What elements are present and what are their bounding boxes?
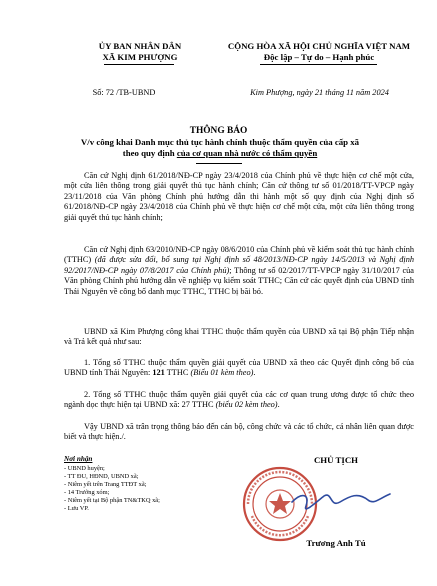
doc-subject <box>40 137 400 159</box>
item1-text: 1. Tổng số TTHC thuộc thẩm quyền giải quyết của UBND xã theo các Quyết định công bố của UBND tỉnh Thái Nguyên: <box>64 358 414 378</box>
recipient-3: - Niêm yết trên Trang TTĐT xã; <box>64 480 147 488</box>
agency-line-2: XÃ KIM PHƯỢNG <box>102 52 178 62</box>
paragraph-legal-basis-1: Căn cứ Nghị định 61/2018/NĐ-CP ngày 23/4/2018 của Chính phủ về thực hiện cơ chế một cửa, một cửa liên thông trong giải quyết thủ tục hành chính; Căn cứ thông tư số 01/2018/TT-VPCP ngày 23/11/2018 của Văn phòng Chính phủ hướng dẫn thi hành một số quy định của Nghị định số 61/2018/NĐ-CP ngày 23/4/2018 của Chính phủ về thực hiện cơ chế một cửa, một cửa liên thông trong giải quyết thủ tục hành chính; <box>64 171 414 222</box>
signer-name: Trương Anh Tú <box>306 538 366 548</box>
paragraph-legal-basis-2 <box>64 245 414 297</box>
paragraph-closing: Vậy UBND xã trân trọng thông báo đến cán bộ, công chức và các tổ chức, cá nhân liên quan được biết và thực hiện./. <box>64 422 414 442</box>
doc-subject-prefix: theo quy định <box>122 148 177 158</box>
item1-count: 121 <box>152 368 165 378</box>
national-motto: Độc lập – Tự do – Hạnh phúc <box>263 52 375 62</box>
national-title: CỘNG HÒA XÃ HỘI CHỦ NGHĨA VIỆT NAM <box>227 41 411 51</box>
item1-annex: (Biểu 01 kèm theo) <box>190 368 254 378</box>
para2-text-c: ; Thông tư số 02/2017/TT-VPCP ngày 31/10/2017 của Văn phòng Chính phủ hướng dẫn về nghiệp vụ kiểm soát TTHC; Căn cứ các quyết định của UBND tỉnh Thái Nguyên về công bố danh mục TTHC, TTHC bị bãi bỏ. <box>64 265 414 296</box>
item2-end: . <box>277 400 280 410</box>
motto-underline <box>260 64 377 65</box>
agency-line-1: ỦY BAN NHÂN DÂN <box>98 41 182 51</box>
para2-text-amendments: (đã được sửa đổi, bổ sung tại Nghị định số 48/2013/NĐ-CP ngày 14/5/2013 và Nghị định 92/2017/NĐ-CP ngày 07/8/2017 của Chính phủ) <box>64 255 415 275</box>
item1-unit: TTHC <box>164 368 191 378</box>
recipients-block <box>64 455 214 513</box>
para2-text-a: Căn cứ Nghị định 63/2010/NĐ-CP ngày 08/6/2010 của Chính phủ về kiểm soát thủ tục hành chính (TTHC) <box>64 245 414 265</box>
title-underline <box>196 163 242 164</box>
doc-number: Số: 72 /TB-UBND <box>92 88 156 97</box>
place-date: Kim Phượng, ngày 21 tháng 11 năm 2024 <box>250 88 389 97</box>
list-item-1 <box>64 358 414 379</box>
recipient-2: - TT ĐU, HĐND, UBND xã; <box>64 472 139 480</box>
agency-name <box>64 41 216 63</box>
recipient-5: - Niêm yết tại Bộ phận TN&TKQ xã; <box>64 496 160 504</box>
list-item-2 <box>64 390 414 411</box>
paragraph-announcement: UBND xã Kim Phượng công khai TTHC thuộc thẩm quyền của UBND xã tại Bộ phận Tiếp nhận và Trả kết quả như sau: <box>64 327 414 347</box>
recipient-4: - 14 Trưởng xóm; <box>64 488 110 496</box>
item2-annex: (biểu 02 kèm theo) <box>215 400 278 410</box>
item2-text: 2. Tổng số TTHC thuộc thẩm quyền giải quyết của các cơ quan trung ương được tổ chức theo ngành dọc thực hiện tại UBND xã: 27 TTHC <box>64 390 414 410</box>
official-seal <box>244 468 316 540</box>
stamp-and-signature <box>240 464 420 544</box>
signer-position: CHỦ TỊCH <box>313 455 359 465</box>
recipients-label: Nơi nhận <box>64 455 93 463</box>
doc-subject-underlined: của cơ quan nhà nước có thẩm quyền <box>176 148 318 158</box>
recipient-1: - UBND huyện; <box>64 464 105 472</box>
item1-end: . <box>253 368 256 378</box>
doc-title: THÔNG BÁO <box>189 126 248 136</box>
agency-underline <box>104 64 174 65</box>
doc-subject-line-1: V/v công khai Danh mục thủ tục hành chính thuộc thẩm quyền của cấp xã <box>80 137 360 147</box>
recipient-6: - Lưu VP. <box>64 504 89 512</box>
doc-subject-line-2 <box>40 148 400 159</box>
